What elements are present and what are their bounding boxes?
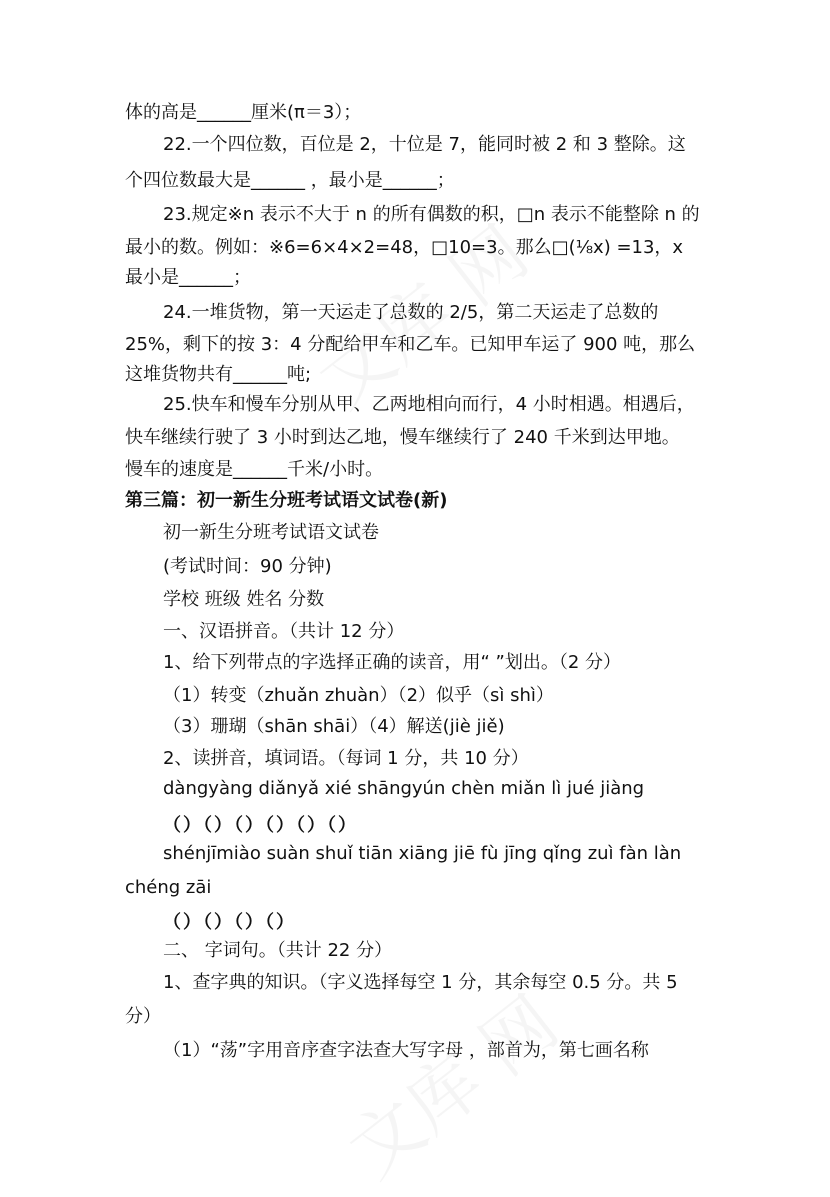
text-line: 慢车的速度是______千米/小时。 [125, 459, 384, 480]
text-line: （1）转变（zhuǎn zhuàn）（2）似乎（sì shì） [163, 685, 554, 706]
text-line: 分） [125, 1006, 161, 1027]
text-line: 1、给下列带点的字选择正确的读音，用“ ”划出。（2 分） [163, 652, 621, 673]
pinyin-line: dàngyàng diǎnyǎ xié shāngyún chèn miǎn lì jué jiàng [163, 778, 645, 799]
section-heading: 第三篇：初一新生分班考试语文试卷(新) [125, 490, 448, 511]
text-line: 这堆货物共有______吨; [125, 364, 312, 385]
answer-brackets: （）（）（）（） [163, 912, 296, 933]
pinyin-line: shénjīmiào suàn shuǐ tiān xiāng jiē fù jīng qǐng zuì fàn làn [163, 843, 682, 864]
text-line: （1）“荡”字用音序查字法查大写字母 ，部首为，第七画名称 [163, 1040, 649, 1061]
question-25: 25.快车和慢车分别从甲、乙两地相向而行，4 小时相遇。相遇后， [163, 394, 695, 415]
part-heading: 二、 字词句。（共计 22 分） [163, 940, 393, 961]
text-line: （3）珊瑚（shān shāi）（4）解送(jiè jiě) [163, 716, 505, 737]
text-line: 快车继续行驶了 3 小时到达乙地，慢车继续行了 240 千米到达甲地。 [125, 427, 680, 448]
question-23: 23.规定※n 表示不大于 n 的所有偶数的积，□n 表示不能整除 n 的 [163, 204, 700, 225]
text-line: 最小是______； [125, 267, 251, 288]
text-line: 1、查字典的知识。（字义选择每空 1 分，其余每空 0.5 分。共 5 [163, 972, 678, 993]
question-24: 24.一堆货物，第一天运走了总数的 2/5，第二天运走了总数的 [163, 302, 659, 323]
text-line: 2、读拼音，填词语。（每词 1 分，共 10 分） [163, 748, 529, 769]
text-line: 25%，剩下的按 3：4 分配给甲车和乙车。已知甲车运了 900 吨，那么 [125, 334, 696, 355]
student-info: 学校 班级 姓名 分数 [163, 589, 325, 610]
answer-brackets: （）（）（）（）（）（） [163, 815, 358, 836]
exam-title: 初一新生分班考试语文试卷 [163, 522, 379, 543]
text-line: 个四位数最大是______ ，最小是______； [125, 170, 455, 191]
pinyin-line: chéng zāi [125, 877, 212, 898]
part-heading: 一、汉语拼音。（共计 12 分） [163, 621, 405, 642]
text-line: 最小的数。例如：※6=6×4×2=48，□10=3。那么□(⅛x) =13，x [125, 237, 684, 258]
text-line: 体的高是______厘米(π＝3）； [125, 102, 362, 123]
watermark [323, 967, 575, 1196]
question-22: 22.一个四位数，百位是 2，十位是 7，能同时被 2 和 3 整除。这 [163, 134, 686, 155]
exam-time: (考试时间：90 分钟) [163, 556, 332, 577]
